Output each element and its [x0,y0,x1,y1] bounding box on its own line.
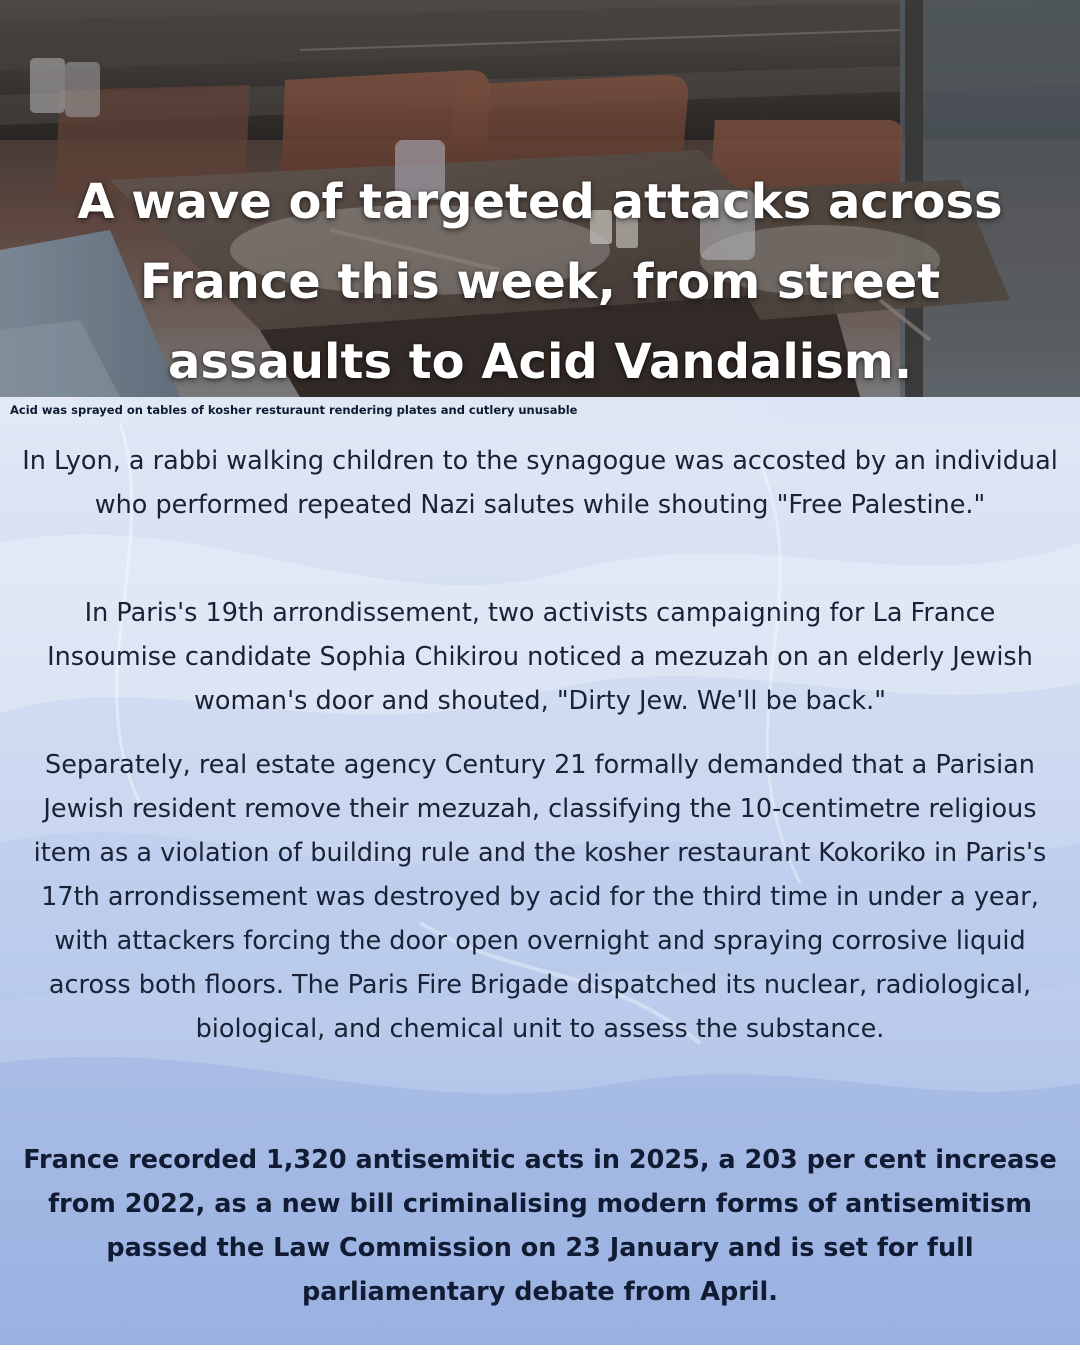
paragraph-paris-19th: In Paris's 19th arrondissement, two activists campaigning for La France Insoumise candidate Sophia Chikirou noticed a mezuzah on an elderly Jewish woman's door and shouted, "Dirty Jew. We'll be back." [47,598,1033,716]
headline-line-3: assaults to Acid Vandalism. [167,334,913,390]
paragraph-century-21-kokoriko: Separately, real estate agency Century 21 formally demanded that a Parisian Jewish resident remove their mezuzah, classifying the 10-centimetre religious item as a violation of building rule and the kosher restaurant Kokoriko in Paris's 17th arrondissement was destroyed by acid for the third time in under a year, with attackers forcing the door open overnight and spraying corrosive liquid across both floors. The Paris Fire Brigade dispatched its nuclear, radiological, biological, and chemical unit to assess the substance. [33,750,1047,1044]
bottom-border [0,1345,1080,1350]
headline [0,162,1080,397]
paragraph-lyon: In Lyon, a rabbi walking children to the synagogue was accosted by an individual who performed repeated Nazi salutes while shouting "Free Palestine." [22,446,1058,520]
hero-photo-section [0,0,1080,397]
photo-caption: Acid was sprayed on tables of kosher resturaunt rendering plates and cutlery unusable [10,403,578,417]
summary-statistics: France recorded 1,320 antisemitic acts in 2025, a 203 per cent increase from 2022, as a new bill criminalising modern forms of antisemitism passed the Law Commission on 23 January and is set for full parliamentary debate from April. [23,1145,1057,1307]
article-body [0,423,1080,1345]
headline-line-1: A wave of targeted attacks across [77,174,1003,230]
headline-line-2: France this week, from street [139,254,941,310]
